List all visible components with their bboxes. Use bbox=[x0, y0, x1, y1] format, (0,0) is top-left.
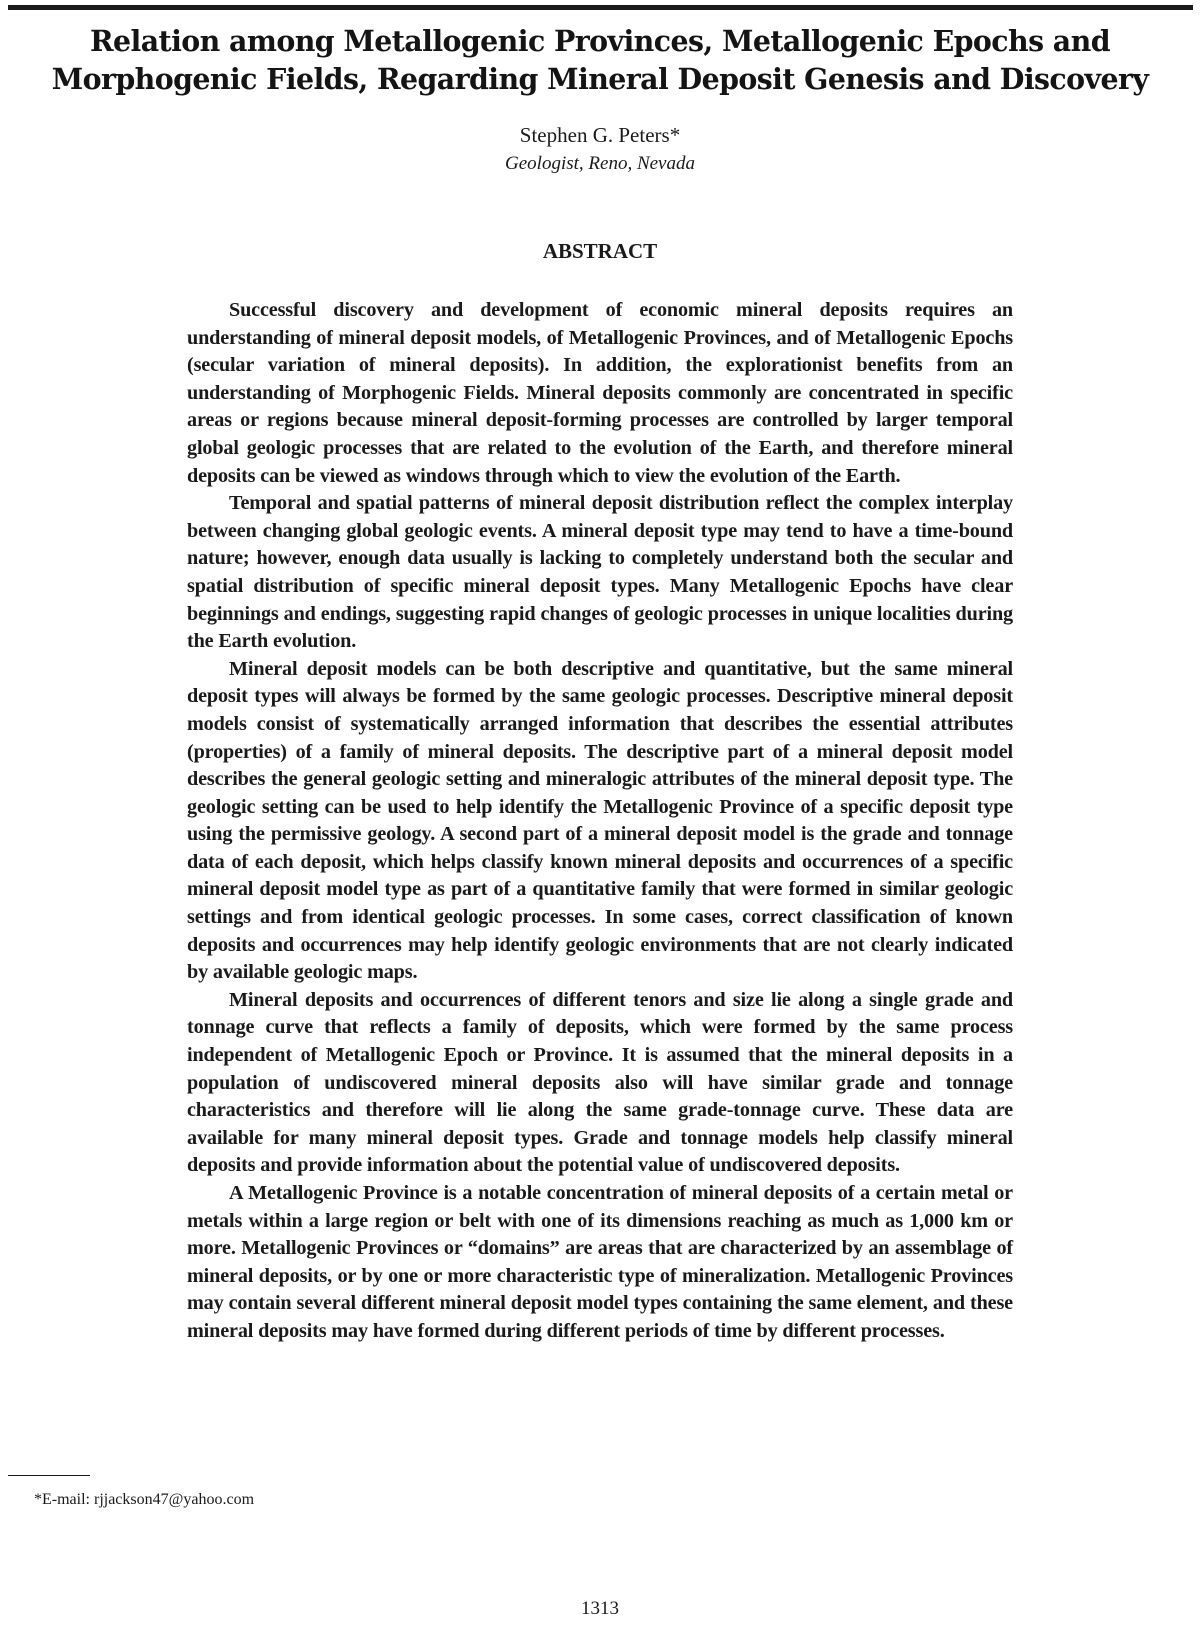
title-line-1: Relation among Metallogenic Provinces, Metallogenic Epochs and bbox=[89, 24, 1110, 58]
abstract-body bbox=[187, 297, 1013, 1346]
abstract-paragraph: Successful discovery and development of economic mineral deposits requires an understanding of mineral deposit models, of Metallogenic Provinces, and of Metallogenic Epochs (secular variation of mineral deposits). In addition, the explorationist benefits from an understanding of Morphogenic Fields. Mineral deposits commonly are concentrated in specific areas or regions because mineral deposit-forming processes are controlled by larger temporal global geologic processes that are related to the evolution of the Earth, and therefore mineral deposits can be viewed as windows through which to view the evolution of the Earth. bbox=[187, 299, 1013, 487]
page-number: 1313 bbox=[581, 1598, 619, 1619]
abstract-paragraph: Temporal and spatial patterns of mineral deposit distribution reflect the complex interplay between changing global geologic events. A mineral deposit type may tend to have a time-bound nature; however, enough data usually is lacking to completely understand both the secular and spatial distribution of specific mineral deposit types. Many Metallogenic Epochs have clear beginnings and endings, suggesting rapid changes of geologic processes in unique localities during the Earth evolution. bbox=[187, 492, 1013, 653]
paper-title bbox=[12, 22, 1188, 98]
abstract-paragraph: Mineral deposits and occurrences of different tenors and size lie along a single grade and tonnage curve that reflects a family of deposits, which were formed by the same process independent of Metallogenic Epoch or Province. It is assumed that the mineral deposits in a population of undiscovered mineral deposits also will have similar grade and tonnage characteristics and therefore will lie along the same grade-tonnage curve. These data are available for many mineral deposit types. Grade and tonnage models help classify mineral deposits and provide information about the potential value of undiscovered deposits. bbox=[187, 988, 1013, 1177]
abstract-paragraph: A Metallogenic Province is a notable concentration of mineral deposits of a certain metal or metals within a large region or belt with one of its dimensions reaching as much as 1,000 km or more. Metallogenic Provinces or “domains” are areas that are characterized by an assemblage of mineral deposits, or by one or more characteristic type of mineralization. Metallogenic Provinces may contain several different mineral deposit model types containing the same element, and these mineral deposits may have formed during different periods of time by different processes. bbox=[187, 1182, 1013, 1342]
title-line-2: Morphogenic Fields, Regarding Mineral Deposit Genesis and Discovery bbox=[51, 62, 1149, 96]
abstract-paragraph: Mineral deposit models can be both descriptive and quantitative, but the same mineral deposit types will always be formed by the same geologic processes. Descriptive mineral deposit models consist of systematically arranged information that describes the essential attributes (properties) of a family of mineral deposits. The descriptive part of a mineral deposit model describes the general geologic setting and mineralogic attributes of the mineral deposit type. The geologic setting can be used to help identify the Metallogenic Province of a specific deposit type using the permissive geology. A second part of a mineral deposit model is the grade and tonnage data of each deposit, which helps classify known mineral deposits and occurrences of a specific mineral deposit model type as part of a quantitative family that were formed in similar geologic settings and from identical geologic processes. In some cases, correct classification of known deposits and occurrences may help identify geologic environments that are not clearly indicated by available geologic maps. bbox=[187, 657, 1013, 984]
top-rule bbox=[8, 5, 1193, 10]
abstract-heading: ABSTRACT bbox=[542, 239, 658, 263]
footnote-email: *E-mail: rjjackson47@yahoo.com bbox=[34, 1491, 255, 1508]
author-affiliation: Geologist, Reno, Nevada bbox=[505, 153, 695, 174]
author-name: Stephen G. Peters* bbox=[519, 123, 681, 147]
footnote-rule bbox=[8, 1475, 90, 1476]
